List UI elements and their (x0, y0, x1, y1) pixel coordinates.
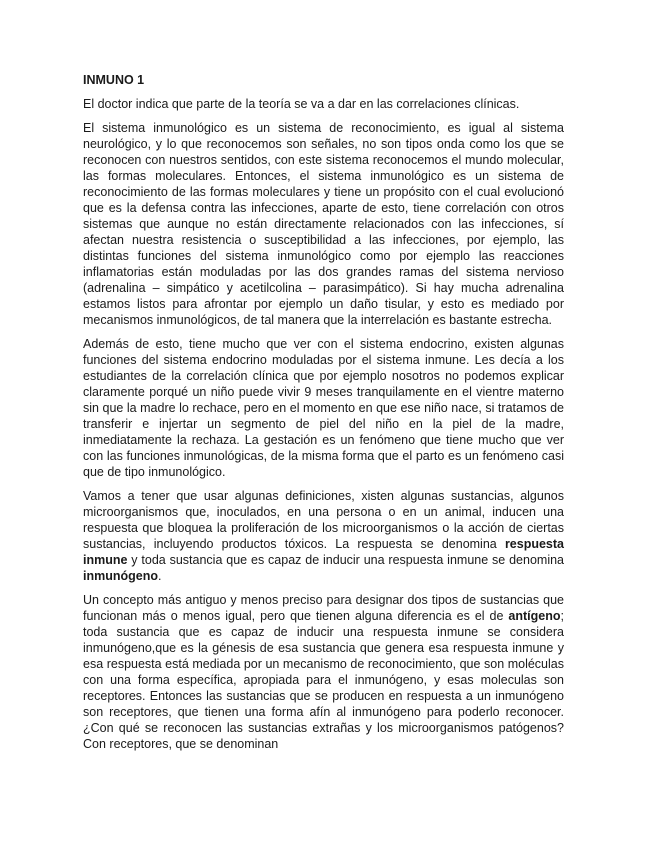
paragraph-immune-system: El sistema inmunológico es un sistema de reconocimiento, es igual al sistema neurológico, y lo que reconocemos son señales, no son tipos onda como los que se reconocen con nuestros sentidos, con este sistema reconocemos el mundo molecular, las formas moleculares. Entonces, el sistema inmunológico es un sistema de reconocimiento de las formas moleculares y tiene un propósito con el cual evolucionó que es la defensa contra las infecciones, aparte de esto, tiene correlación con otros sistemas que aunque no están directamente relacionados con las infecciones, sí afectan nuestra resistencia o susceptibilidad a las infecciones, por ejemplo, las distintas funciones del sistema inmunológico como por ejemplo las reacciones inflamatorias están moduladas por las dos grandes ramas del sistema nervioso (adrenalina – simpático y acetilcolina – parasimpático). Si hay mucha adrenalina estamos listos para afrontar por ejemplo un daño tisular, y esto es mediado por mecanismos inmunológicos, de tal manera que la interrelación es bastante estrecha. (83, 121, 564, 327)
intro-paragraph: El doctor indica que parte de la teoría se va a dar en las correlaciones clínicas. (83, 97, 520, 111)
term-respuesta-inmune: respuesta inmune (83, 537, 564, 567)
paragraph-antigen (83, 592, 564, 752)
term-inmunogeno: inmunógeno (83, 569, 158, 583)
document-title: INMUNO 1 (83, 73, 145, 87)
text-segment: . (158, 569, 162, 583)
text-segment: y toda sustancia que es capaz de inducir una respuesta inmune se denomina (127, 553, 564, 567)
text-segment: Vamos a tener que usar algunas definiciones, xisten algunas sustancias, algunos microorganismos que, inoculados, en una persona o en un animal, inducen una respuesta que bloquea la proliferación de los microorganismos o la acción de ciertas sustancias, incluyendo productos tóxicos. La respuesta se denomina (83, 489, 564, 551)
text-segment: ; toda sustancia que es capaz de inducir una respuesta inmune se considera inmunógeno,que es la génesis de esa sustancia que genera esa respuesta inmune y esa respuesta está mediada por un mecanismo de reconocimiento, que son moléculas con una forma específica, apropiada para el inmunógeno, y esas moleculas son receptores. Entonces las sustancias que se producen en respuesta a un inmunógeno son receptores, que tienen una forma afín al inmunógeno para poderlo reconocer. ¿Con qué se reconocen las sustancias extrañas y los microorganismos patógenos? Con receptores, que se denominan (83, 609, 564, 751)
text-segment: Un concepto más antiguo y menos preciso para designar dos tipos de sustancias que funcionan más o menos igual, pero que tienen alguna diferencia es el de (83, 593, 564, 623)
term-antigeno: antígeno (508, 609, 561, 623)
paragraph-endocrine: Además de esto, tiene mucho que ver con el sistema endocrino, existen algunas funciones del sistema endocrino moduladas por el sistema inmune. Les decía a los estudiantes de la correlación clínica que por ejemplo nosotros no podemos explicar claramente porqué un niño puede vivir 9 meses tranquilamente en el vientre materno sin que la madre lo rechace, pero en el momento en que ese niño nace, si tratamos de transferir e injertar un segmento de piel del niño en la piel de la madre, inmediatamente la rechaza. La gestación es un fenómeno que tiene mucho que ver con las funciones inmunológicas, de la misma forma que el parto es un fenómeno casi que de tipo inmunológico. (83, 337, 564, 479)
paragraph-definitions (83, 488, 564, 584)
document-body (83, 72, 564, 760)
